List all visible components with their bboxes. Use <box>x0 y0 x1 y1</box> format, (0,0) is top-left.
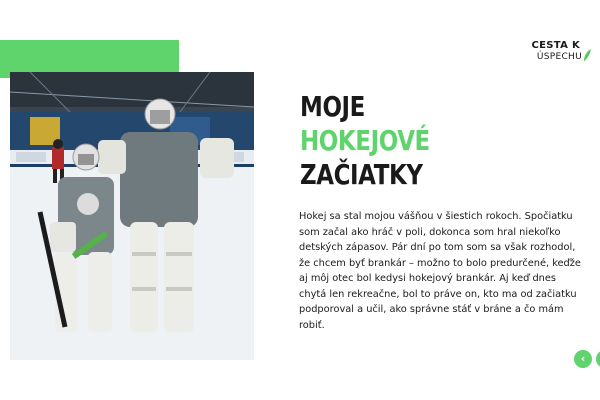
next-slide-button[interactable] <box>596 350 600 368</box>
hero-photo <box>10 72 254 360</box>
leaf-icon <box>582 48 592 62</box>
title-line-2: HOKEJOVÉ <box>300 124 430 157</box>
goalies-photo-illustration <box>10 72 254 360</box>
brand-line-2: ÚSPECHU <box>536 52 582 62</box>
prev-slide-button[interactable] <box>574 350 592 368</box>
brand-logo <box>532 40 593 62</box>
brand-line-1: CESTA K <box>531 40 580 51</box>
page-title <box>300 90 430 192</box>
title-line-1: MOJE <box>300 90 365 123</box>
title-line-3: ZAČIATKY <box>300 158 423 191</box>
chevron-left-icon: ‹ <box>580 352 586 365</box>
story-paragraph: Hokej sa stal mojou vášňou v šiestich rokoch. Spočiatku som začal ako hráč v poli, dokonca som hral niekoľko detských zápasov. Pár dní po tom som sa však rozhodol, že chcem byť brankár – možno to bolo predurčené, keďže aj môj otec bol kedysi hokejový brankár. Aj keď dnes chytá len rekreačne, bol to práve on, kto ma od začiatku podporoval a učil, ako správne stáť v bráne a čo mám robiť. <box>299 211 581 331</box>
